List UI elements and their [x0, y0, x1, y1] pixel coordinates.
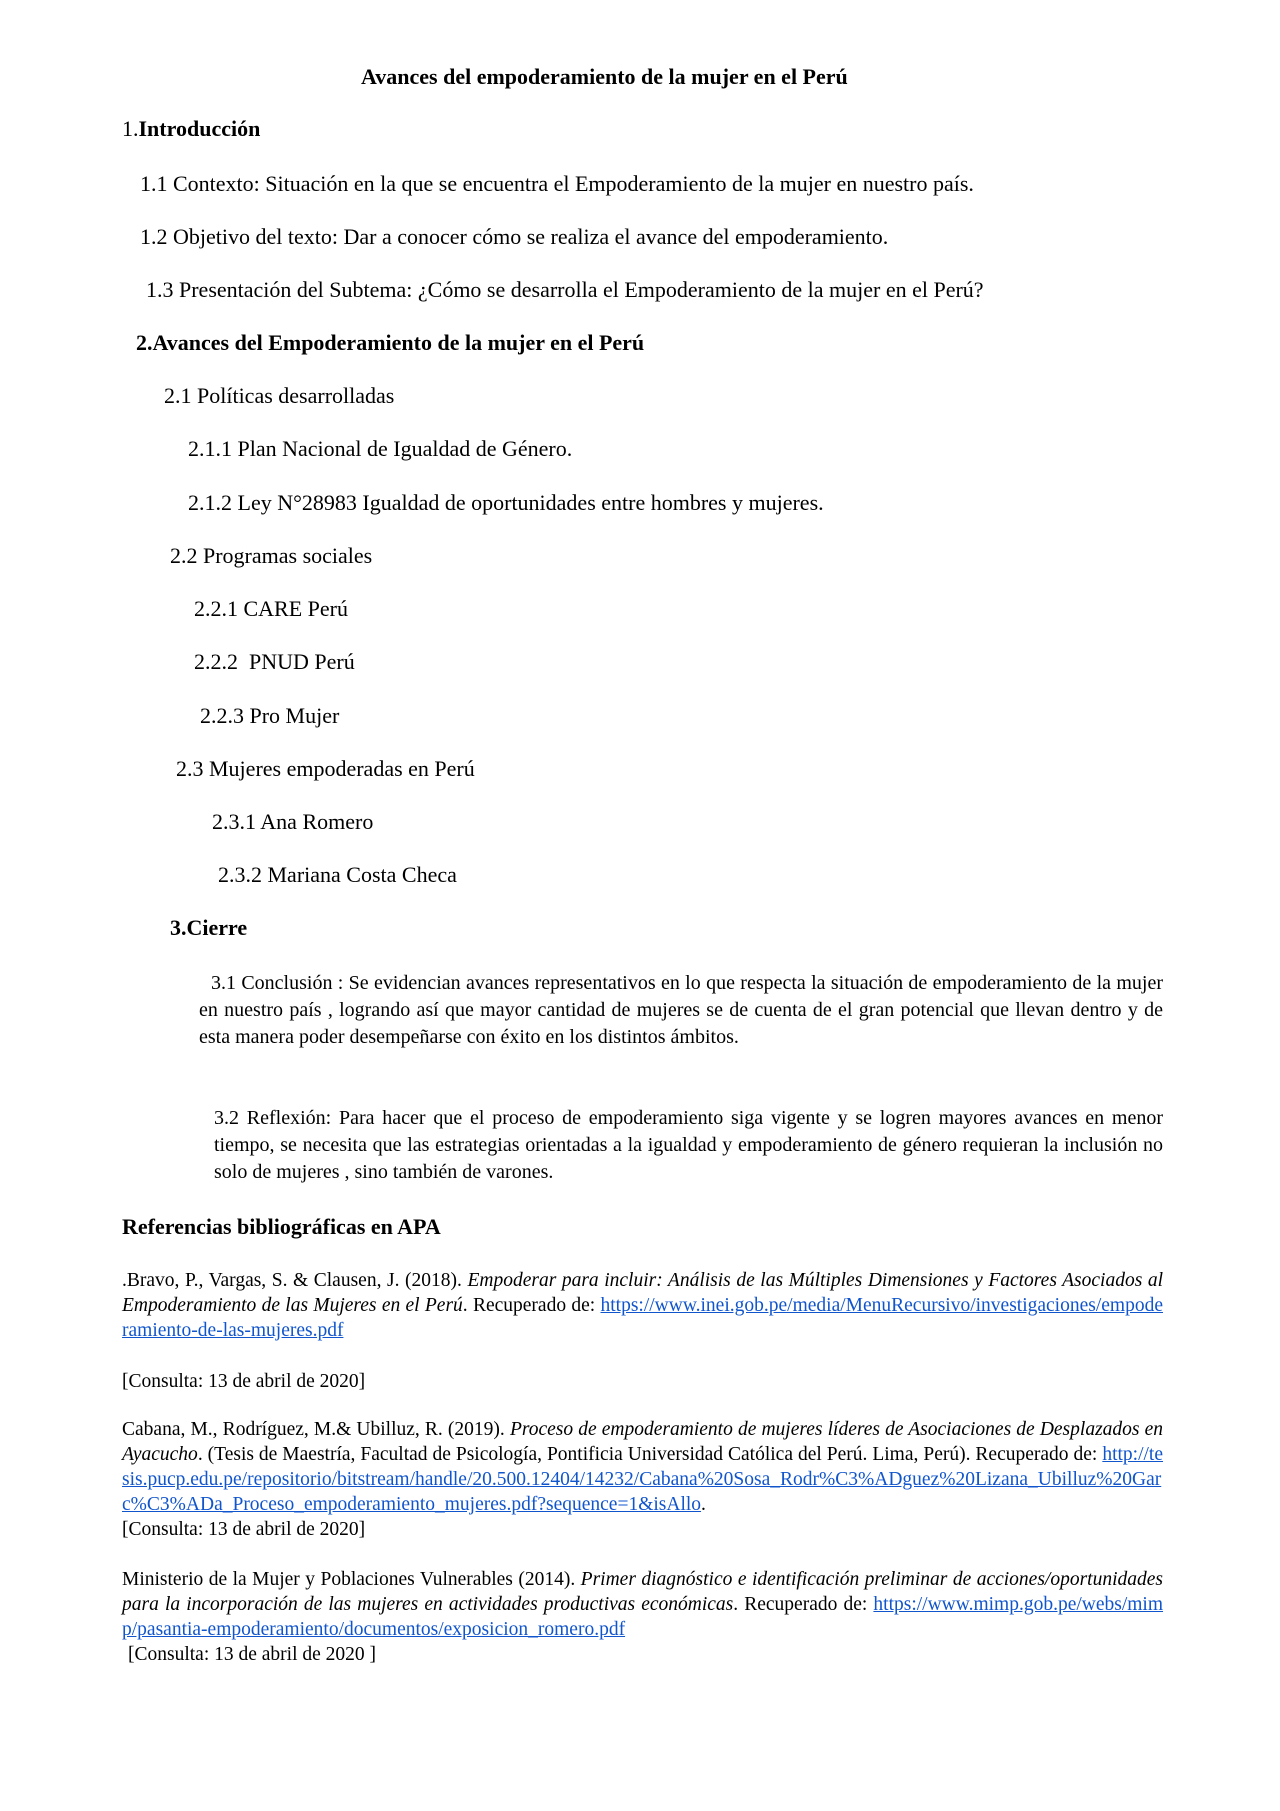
intro-item-3: 1.3 Presentación del Subtema: ¿Cómo se desarrolla el Empoderamiento de la mujer en el Perú? [146, 277, 984, 302]
ref1-link[interactable]: https://www.inei.gob.pe/media/MenuRecursivo/investigaciones/empoderamiento-de-las-mujeres.pdf [122, 1295, 1163, 1341]
intro-heading [122, 116, 260, 142]
intro-heading-text: Introducción [138, 116, 261, 141]
intro-item-1: 1.1 Contexto: Situación en la que se encuentra el Empoderamiento de la mujer en nuestro país. [140, 171, 974, 196]
conclusion-paragraph: 3.1 Conclusión : Se evidencian avances representativos en lo que respecta la situación de empoderamiento de la mujer en nuestro país , logrando así que mayor cantidad de mujeres se de cuenta de el gran potencial que llevan dentro y de esta manera poder desempeñarse con éxito en los distintos ámbitos. [199, 972, 1163, 1048]
section2-item: 2.1.2 Ley N°28983 Igualdad de oportunidades entre hombres y mujeres. [188, 490, 824, 515]
ref1-authors: .Bravo, P., Vargas, S. & Clausen, J. (2018). [122, 1270, 462, 1291]
ref2-authors: Cabana, M., Rodríguez, M.& Ubilluz, R. (2019). [122, 1419, 505, 1440]
ref3-authors: Ministerio de la Mujer y Poblaciones Vulnerables (2014). [122, 1569, 576, 1590]
section2-item: 2.2.3 Pro Mujer [200, 703, 340, 728]
section2-heading: 2.Avances del Empoderamiento de la mujer en el Perú [136, 330, 645, 355]
section2-item: 2.3.2 Mariana Costa Checa [218, 862, 457, 887]
ref2-link[interactable]: http://tesis.pucp.edu.pe/repositorio/bitstream/handle/20.500.12404/14232/Cabana%20Sosa_Rodr%C3%ADguez%20Lizana_Ubilluz%20Garc%C3%ADa_Proceso_empoderamiento_mujeres.pdf?sequence=1&isAllo [122, 1444, 1163, 1515]
document-title: Avances del empoderamiento de la mujer en el Perú [361, 64, 848, 89]
ref1-after: . Recuperado de: [462, 1295, 596, 1316]
section2-item: 2.2.2 PNUD Perú [194, 649, 355, 674]
ref2-after: . (Tesis de Maestría, Facultad de Psicología, Pontificia Universidad Católica del Perú. Lima, Perú). Recuperado de: [197, 1444, 1098, 1465]
reference-2 [122, 1417, 1163, 1542]
reference-3 [122, 1567, 1163, 1667]
ref2-consulta: [Consulta: 13 de abril de 2020] [122, 1519, 366, 1540]
section2-item: 2.1 Políticas desarrolladas [164, 383, 395, 408]
reflection-paragraph: 3.2 Reflexión: Para hacer que el proceso de empoderamiento siga vigente y se logren mayores avances en menor tiempo, se necesita que las estrategias orientadas a la igualdad y empoderamiento de género requieran la inclusión no solo de mujeres , sino también de varones. [214, 1107, 1163, 1183]
section3-heading: 3.Cierre [170, 915, 248, 940]
ref3-title: Primer diagnóstico e identificación preliminar de acciones/oportunidades para la incorporación de las mujeres en actividades productivas económicas [122, 1569, 1164, 1615]
section2-item: 2.3 Mujeres empoderadas en Perú [176, 756, 475, 781]
references-heading: Referencias bibliográficas en APA [122, 1214, 441, 1239]
ref1-title: Empoderar para incluir: Análisis de las Múltiples Dimensiones y Factores Asociados al Empoderamiento de las Mujeres en el Perú [122, 1270, 1164, 1316]
section2-item: 2.3.1 Ana Romero [212, 809, 374, 834]
ref3-after: . Recuperado de: [733, 1594, 868, 1615]
ref2-title: Proceso de empoderamiento de mujeres líderes de Asociaciones de Desplazados en Ayacucho [122, 1419, 1164, 1465]
reference-1 [122, 1268, 1163, 1343]
section2-item: 2.1.1 Plan Nacional de Igualdad de Género. [188, 436, 573, 461]
ref2-period: . [701, 1494, 706, 1515]
intro-item-2: 1.2 Objetivo del texto: Dar a conocer cómo se realiza el avance del empoderamiento. [140, 224, 889, 249]
section2-item: 2.2 Programas sociales [170, 543, 373, 568]
section2-item: 2.2.1 CARE Perú [194, 596, 348, 621]
ref3-link[interactable]: https://www.mimp.gob.pe/webs/mimp/pasantia-empoderamiento/documentos/exposicion_romero.pdf [122, 1594, 1164, 1640]
ref3-consulta: [Consulta: 13 de abril de 2020 ] [128, 1644, 377, 1665]
ref1-consulta: [Consulta: 13 de abril de 2020] [122, 1371, 366, 1392]
intro-number: 1. [122, 116, 139, 141]
